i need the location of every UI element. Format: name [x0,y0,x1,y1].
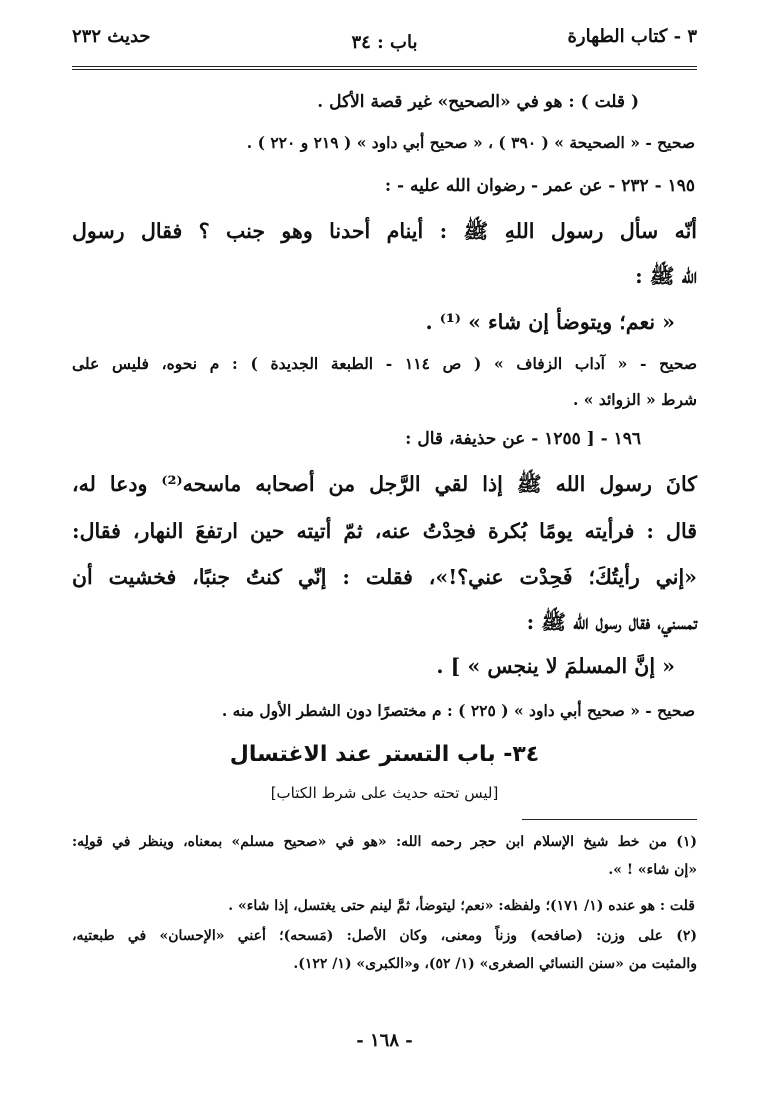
grading-line: شرط « الزوائد » . [572,390,697,409]
header-rule [72,66,697,67]
hadith-text-line: تمسني، فقال رسول الله ﷺ : [526,610,697,634]
chapter-subtitle: [ليس تحته حديث على شرط الكتاب] [270,784,499,802]
hadith-heading: ١٩٦ - [ ١٢٥٥ - عن حذيفة، قال : [405,429,641,449]
book-page [72,26,697,1076]
hadith-text-line: قال : فرأيته يومًا بُكرة فحِدْتُ عنه، ثمّ أتيته حين ارتفعَ النهار، فقال: [72,519,697,543]
hadith-heading: ١٩٥ - ٢٣٢ - عن عمر - رضوان الله عليه - : [384,176,695,196]
header-rule-double [72,69,697,70]
header-book-title: ٣ - كتاب الطهارة [567,26,697,47]
grading-line: صحيح - « صحيح أبي داود » ( ٢٢٥ ) : م مختصرًا دون الشطر الأول منه . [221,701,695,720]
footnote-line: «إن شاء» ! ». [608,862,697,878]
hadith-text-line: «إني رأيتُكَ؛ فَحِدْت عني؟!»، فقلت : إنّي كنتُ جنبًا، فخشيت أن [72,565,697,589]
header-chapter: باب : ٣٤ [351,32,418,53]
footnote-line: (٢) على وزن: (صافحه) وزناً ومعنى، وكان الأصل: (مَسحه)؛ أعني «الإحسان» في طبعتيه، [72,928,697,944]
running-header [72,26,697,66]
header-hadith-number: حديث ٢٣٢ [72,26,151,47]
footnote-line: والمثبت من «سنن النسائي الصغرى» (١/ ٥٢)، و«الكبرى» (١/ ١٢٢). [293,956,697,972]
footnote-rule [522,819,697,820]
footnote-line: (١) من خط شيخ الإسلام ابن حجر رحمه الله: «هو في «صحيح مسلم» بمعناه، وينظر في قولِه: [72,834,697,850]
text-line: ( قلت ) : هو في «الصحيح» غير قصة الأكل . [317,92,639,112]
hadith-text-line: « إنَّ المسلمَ لا ينجس » ] . [436,654,675,678]
hadith-text-line: أنّه سأل رسول اللهِ ﷺ : أينام أحدنا وهو جنب ؟ فقال رسول [72,219,697,243]
chapter-title: ٣٤- باب التستر عند الاغتسال [229,742,540,767]
hadith-text-line: « نعم؛ ويتوضأ إن شاء » ⁽¹⁾ . [425,310,675,334]
footnote-line: قلت : هو عنده (١/ ١٧١)؛ ولفظه: «نعم؛ ليتوضأ، ثمَّ لينم حتى يغتسل، إذا شاء» . [228,898,695,914]
grading-line: صحيح - « الصحيحة » ( ٣٩٠ ) ، « صحيح أبي داود » ( ٢١٩ و ٢٢٠ ) . [246,133,695,152]
hadith-text-line: كانَ رسول الله ﷺ إذا لقي الرَّجل من أصحابه ماسحه⁽²⁾ ودعا له، [72,472,697,496]
hadith-text-line: الله ﷺ : [635,264,697,288]
grading-line: صحيح - « آداب الزفاف » ( ص ١١٤ - الطبعة الجديدة ) : م نحوه، فليس على [72,354,697,373]
page-number: - ١٦٨ - [356,1030,413,1051]
